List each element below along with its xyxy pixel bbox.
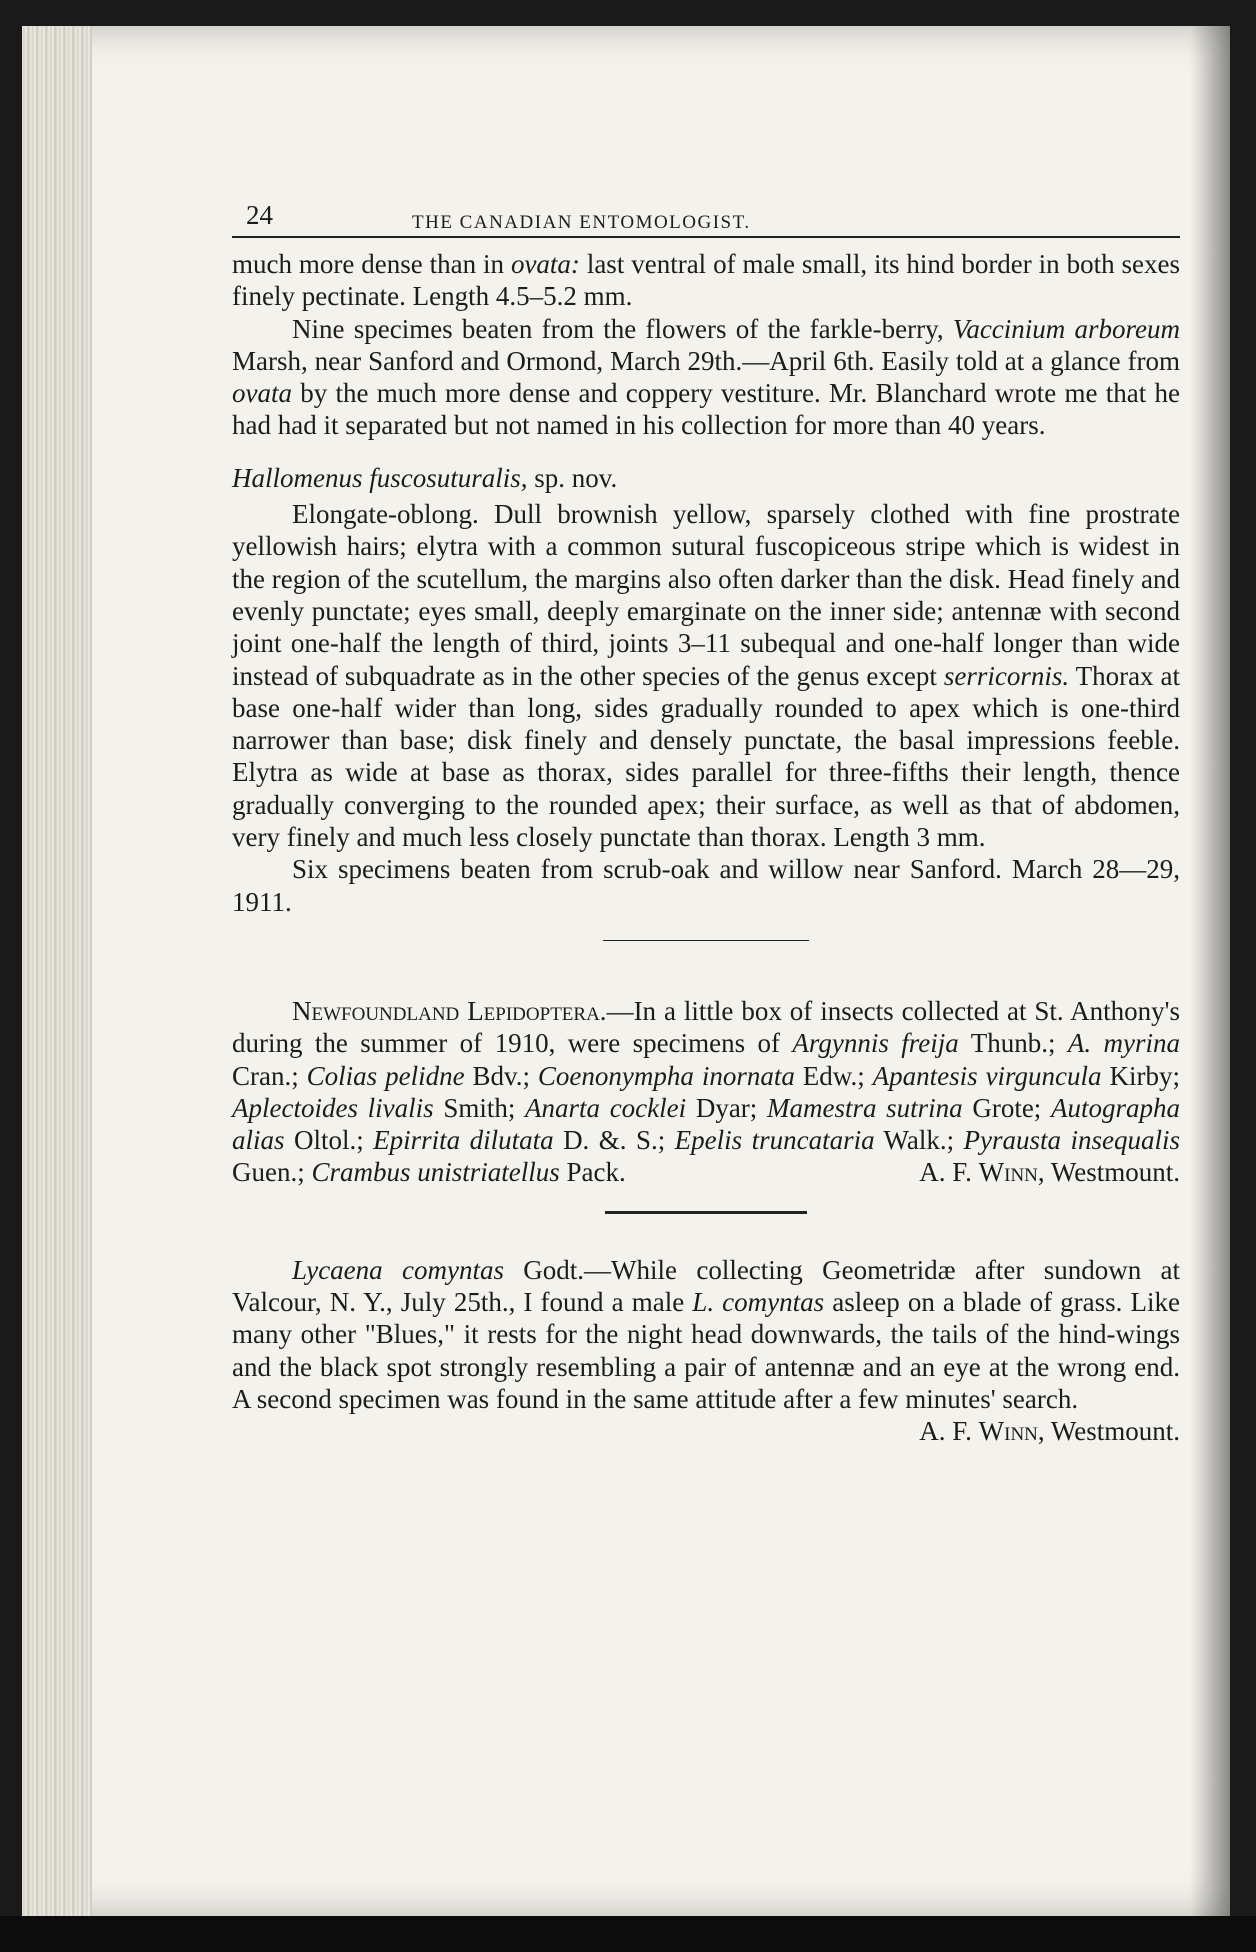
species-heading: Hallomenus fuscosuturalis, sp. nov. [232,462,618,493]
species-description: Elongate-oblong. Dull brownish yellow, sparsely clothed with fine prostrate yellowish hairs; elytra with a common sutural fuscopiceous stripe which is widest in the region of the scutellum, the margins also often darker than the disk. Head finely and evenly punctate; eyes small, deeply emarginate on the inner side; antennæ with second joint one-half the length of third, joints 3–11 subequal and one-half longer than wide instead of subquadrate as in the other species of the genus except serricornis. Thorax at base one-half wider than long, sides gradually rounded to apex which is one-third narrower than base; disk finely and densely punctate, the basal impressions feeble. Elytra as wide at base as thorax, sides parallel for three-fifths their length, thence gradually converging to the rounded apex; their surface, as well as that of abdomen, very finely and much less closely punctate than thorax. Length 3 mm. [232,499,1181,853]
lycaena-note: Lycaena comyntas Godt.—While collecting Geometridæ after sundown at Valcour, N. Y., July 25th., I found a male L. comyntas asleep on a blade of grass. Like many other "Blues," it rests for the night head downwards, the tails of the hind-wings and the black spot strongly resembling a pair of antennæ and an eye at the wrong end. A second specimen was found in the same attitude after a few minutes' search. A. F. Winn, Westmount. [232,1254,1181,1447]
paragraph-specimens: Nine specimes beaten from the flowers of the farkle-berry, Vaccinium arboreum Marsh, near Sanford and Ormond, March 29th.—April 6th. Easily told at a glance from ovata by the much more dense and coppery vestiture. Mr. Blanchard wrote me that he had had it separated but not named in his collection for more than 40 years. [232,313,1181,441]
scan-bottom-edge [0,1916,1256,1952]
newfoundland-note: Newfoundland Lepidoptera.—In a little box of insects collected at St. Anthony's during the summer of 1910, were specimens of Argynnis freija Thunb.; A. myrina Cran.; Colias pelidne Bdv.; Coenonympha inornata Edw.; Apantesis virguncula Kirby; Aplectoides livalis Smith; Anarta cocklei Dyar; Mamestra sutrina Grote; Autographa alias Oltol.; Epirrita dilutata D. &. S.; Epelis truncataria Walk.; Pyrausta insequalis Guen.; Crambus unistriatellus Pack. A. F. Winn, Westmount. [232,995,1181,1188]
page-header [232,192,1180,238]
running-head: THE CANADIAN ENTOMOLOGIST. [412,212,751,233]
species-collection-note: Six specimens beaten from scrub-oak and willow near Sanford. March 28—29, 1911. [232,854,1180,917]
newfoundland-signature: A. F. Winn, Westmount. [919,1157,1180,1188]
page-content [232,192,1180,1448]
paragraph-continued: much more dense than in ovata: last ventral of male small, its hind border in both sexes finely pectinate. Length 4.5–5.2 mm. [232,249,1180,312]
page-gutter [22,26,92,1916]
lycaena-signature: A. F. Winn, Westmount. [919,1416,1180,1447]
page-number: 24 [246,200,273,230]
page-edge-shadow [1190,26,1230,1916]
